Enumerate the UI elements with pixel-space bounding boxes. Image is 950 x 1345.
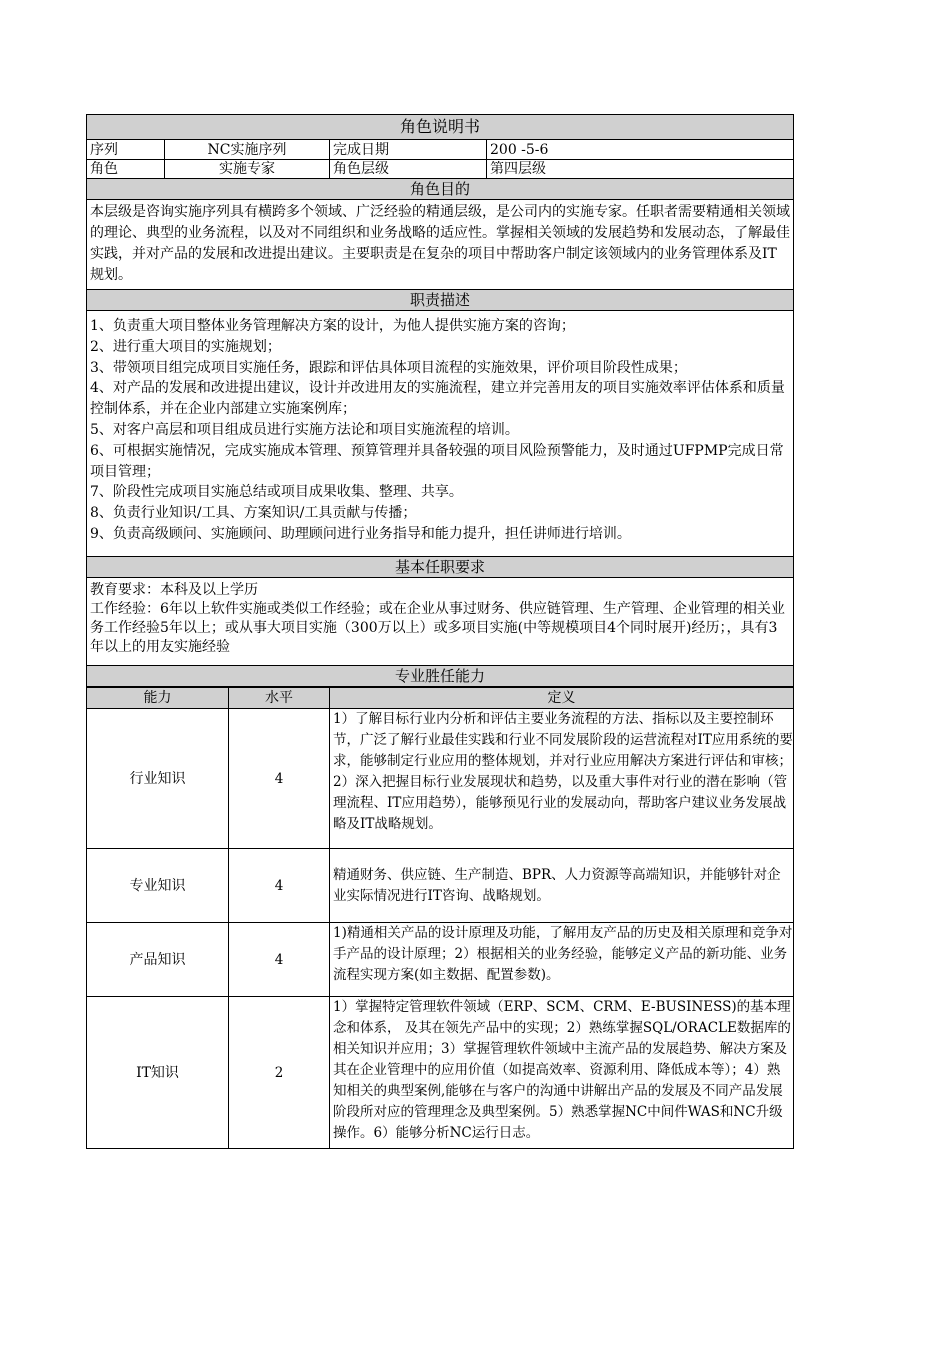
column-level: 水平	[229, 688, 330, 709]
table-row	[87, 849, 794, 923]
table-row	[87, 709, 794, 849]
ability-level: 4	[229, 923, 330, 997]
duty-item: 3、带领项目组完成项目实施任务，跟踪和评估具体项目流程的实施效果，评价项目阶段性成果；	[90, 359, 687, 376]
ability-name: 专业知识	[87, 849, 229, 923]
duties-list	[87, 311, 794, 557]
ability-definition: 1）掌握特定管理软件领域（ERP、SCM、CRM、E-BUSINESS)的基本理念和体系， 及其在领先产品中的实现；2）熟练掌握SQL/ORACLE数据库的相关知识并应用；3）掌握管理软件领域中主流产品的发展趋势、解决方案及其在企业管理中的应用价值（如提高效率、资源利用、降低成本等）；4）熟知相关的典型案例,能够在与客户的沟通中讲解出产品的发展及不同产品发展阶段所对应的管理理念及典型案例。5）熟悉掌握NC中间件WAS和NC升级操作。6）能够分析NC运行日志。	[330, 997, 794, 1149]
ability-definition: 1)精通相关产品的设计原理及功能，了解用友产品的历史及相关原理和竞争对手产品的设计原理；2）根据相关的业务经验，能够定义产品的新功能、业务流程实现方案(如主数据、配置参数)。	[330, 923, 794, 997]
table-row	[87, 923, 794, 997]
ability-definition: 精通财务、供应链、生产制造、BPR、人力资源等高端知识，并能够针对企业实际情况进行IT咨询、战略规划。	[330, 849, 794, 923]
duty-item: 4、对产品的发展和改进提出建议，设计并改进用友的实施流程，建立并完善用友的项目实施效率评估体系和质量控制体系，并在企业内部建立实施案例库；	[90, 380, 785, 418]
column-definition: 定义	[330, 688, 794, 709]
purpose-header: 角色目的	[87, 179, 794, 200]
level-label: 角色层级	[330, 160, 487, 179]
duty-item: 2、进行重大项目的实施规划；	[90, 338, 281, 355]
duty-item: 5、对客户高层和项目组成员进行实施方法论和项目实施流程的培训。	[90, 421, 519, 438]
ability-name: 行业知识	[87, 709, 229, 849]
duties-header: 职责描述	[87, 290, 794, 311]
date-label: 完成日期	[330, 140, 487, 160]
table-row	[87, 997, 794, 1149]
duty-item: 1、负责重大项目整体业务管理解决方案的设计，为他人提供实施方案的咨询；	[90, 318, 575, 334]
ability-level: 4	[229, 849, 330, 923]
column-ability: 能力	[87, 688, 229, 709]
role-label: 角色	[87, 160, 165, 179]
date-value: 200 -5-6	[487, 140, 794, 160]
competency-table	[86, 687, 794, 1149]
duty-item: 9、负责高级顾问、实施顾问、助理顾问进行业务指导和能力提升，担任讲师进行培训。	[90, 525, 631, 542]
experience-requirement: 工作经验：6年以上软件实施或类似工作经验；或在企业从事过财务、供应链管理、生产管理、企业管理的相关业务工作经验5年以上；或从事大项目实施（300万以上）或多项目实施(中等规模项目4个同时展开)经历；，具有3年以上的用友实施经验	[90, 601, 785, 655]
duty-item: 6、可根据实施情况，完成实施成本管理、预算管理并具备较强的项目风险预警能力，及时通过UFPMP完成日常项目管理；	[90, 442, 784, 480]
duty-item: 8、负责行业知识/工具、方案知识/工具贡献与传播；	[90, 505, 417, 522]
ability-level: 4	[229, 709, 330, 849]
duty-item: 7、阶段性完成项目实施总结或项目成果收集、整理、共享。	[90, 484, 463, 501]
role-table	[86, 114, 794, 687]
ability-definition: 1）了解目标行业内分析和评估主要业务流程的方法、指标以及主要控制环节，广泛了解行业最佳实践和行业不同发展阶段的运营流程对IT应用系统的要求，能够制定行业应用的整体规划，并对行业应用解决方案进行评估和审核；2）深入把握目标行业发展现状和趋势，以及重大事件对行业的潜在影响（管理流程、IT应用趋势），能够预见行业的发展动向，帮助客户建议业务发展战略及IT战略规划。	[330, 709, 794, 849]
role-value: 实施专家	[165, 160, 330, 179]
role-description-sheet	[86, 114, 793, 1149]
document-title: 角色说明书	[87, 115, 794, 140]
requirements-header: 基本任职要求	[87, 557, 794, 578]
level-value: 第四层级	[487, 160, 794, 179]
competency-header: 专业胜任能力	[87, 666, 794, 687]
requirements-text	[87, 578, 794, 666]
education-requirement: 教育要求：本科及以上学历	[90, 582, 258, 598]
ability-level: 2	[229, 997, 330, 1149]
series-value: NC实施序列	[165, 140, 330, 160]
series-label: 序列	[87, 140, 165, 160]
ability-name: 产品知识	[87, 923, 229, 997]
purpose-text: 本层级是咨询实施序列具有横跨多个领域、广泛经验的精通层级，是公司内的实施专家。任职者需要精通相关领域的理论、典型的业务流程，以及对不同组织和业务战略的适应性。掌握相关领域的发展趋势和发展动态，了解最佳实践，并对产品的发展和改进提出建议。主要职责是在复杂的项目中帮助客户制定该领域内的业务管理体系及IT规划。	[87, 200, 794, 290]
ability-name: IT知识	[87, 997, 229, 1149]
